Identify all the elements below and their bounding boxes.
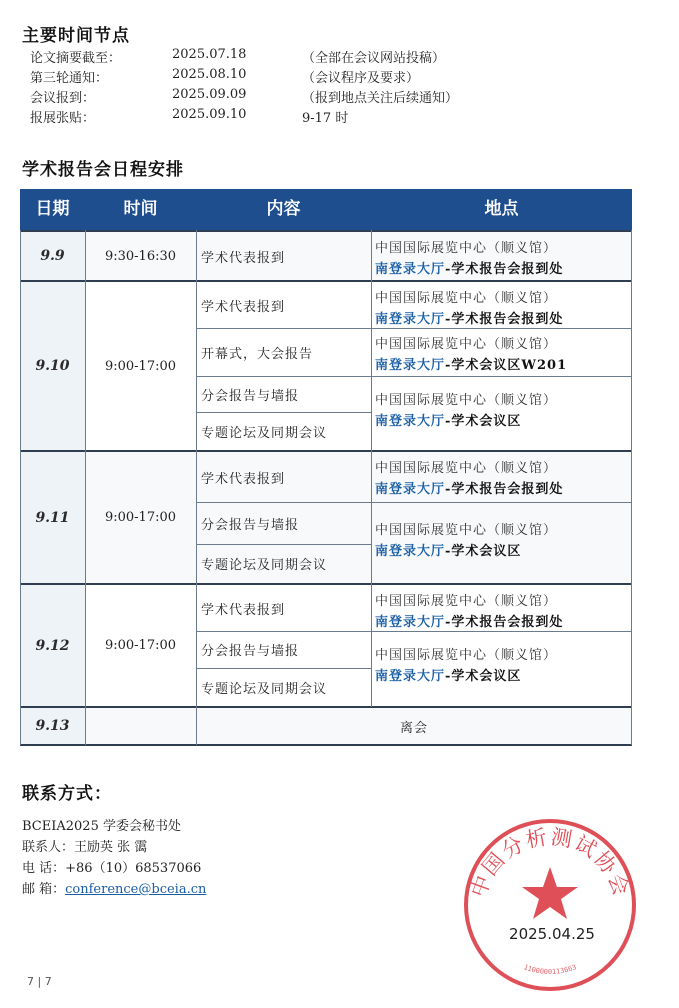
venue-area-label: -学术会议区W201 — [445, 358, 568, 373]
key-date-note: 9-17 时 — [302, 111, 349, 126]
seal-date: 2025.04.25 — [509, 925, 595, 943]
key-date-value: 2025.09.10 — [172, 107, 247, 122]
key-date-value: 2025.07.18 — [172, 47, 247, 62]
venue-name: 中国国际展览中心（顺义馆） — [375, 241, 558, 256]
seal-serial: 1100000113663 — [522, 963, 578, 977]
location-cell — [371, 232, 632, 280]
contact-phone: 电 话：+86（10）68537066 — [22, 861, 202, 876]
page-number: 7 | 7 — [27, 975, 52, 988]
agenda-item: 学术代表报到 — [201, 299, 286, 315]
agenda-item: 分会报告与墙报 — [201, 517, 300, 533]
email-link[interactable]: conference@bceia.cn — [65, 882, 207, 897]
row-divider — [196, 328, 632, 329]
header-time: 时间 — [123, 199, 158, 219]
location-cell — [371, 585, 632, 631]
location-cell — [371, 502, 632, 583]
venue-name: 中国国际展览中心（顺义馆） — [375, 461, 558, 476]
venue-area — [375, 355, 632, 376]
merged-content: 离会 — [399, 720, 428, 736]
venue-area — [375, 541, 632, 562]
email-label: 邮 箱： — [22, 882, 66, 897]
agenda-item: 专题论坛及同期会议 — [201, 681, 328, 697]
key-date-label: 报展张贴： — [30, 111, 96, 126]
day-time: 9:00-17:00 — [104, 358, 177, 374]
seal-star-icon — [522, 867, 578, 919]
location-cell — [371, 452, 632, 502]
agenda-item: 学术代表报到 — [201, 602, 286, 618]
venue-area-label: -学术报告会报到处 — [445, 615, 564, 630]
key-date-value: 2025.09.09 — [172, 87, 247, 102]
row-divider — [196, 502, 632, 503]
day-time: 9:00-17:00 — [104, 510, 177, 525]
venue-area — [375, 411, 632, 432]
key-date-note: （全部在会议网站投稿） — [302, 51, 446, 66]
contact-title: 联系方式： — [22, 784, 112, 804]
header-content: 内容 — [266, 199, 301, 219]
venue-hall: 南登录大厅 — [375, 414, 446, 429]
key-dates-title: 主要时间节点 — [22, 26, 130, 46]
row-divider — [20, 583, 632, 585]
row-divider — [20, 230, 632, 232]
day-date: 9.12 — [20, 585, 85, 706]
col-divider — [631, 230, 632, 745]
row-divider — [196, 412, 371, 413]
venue-hall: 南登录大厅 — [375, 669, 446, 684]
venue-name: 中国国际展览中心（顺义馆） — [375, 291, 558, 306]
row-divider — [20, 744, 632, 746]
location-cell — [371, 376, 632, 450]
venue-name: 中国国际展览中心（顺义馆） — [375, 594, 558, 609]
agenda-item: 分会报告与墙报 — [201, 388, 300, 404]
venue-area-label: -学术会议区 — [445, 669, 522, 684]
key-date-label: 第三轮通知： — [30, 71, 109, 86]
key-date-label: 论文摘要截至： — [30, 51, 122, 66]
venue-area — [375, 479, 632, 500]
col-divider — [85, 230, 86, 745]
contact-email-row — [22, 878, 206, 897]
row-divider — [196, 376, 632, 377]
venue-area — [375, 666, 632, 687]
day-date: 9.11 — [20, 452, 85, 583]
key-date-label: 会议报到： — [30, 91, 96, 106]
venue-hall: 南登录大厅 — [375, 615, 446, 630]
agenda-item: 专题论坛及同期会议 — [201, 558, 328, 573]
key-date-note: （报到地点关注后续通知） — [302, 91, 459, 106]
day-date: 9.9 — [20, 232, 85, 280]
table-header — [20, 189, 632, 230]
schedule-table — [20, 189, 632, 745]
venue-hall: 南登录大厅 — [375, 544, 446, 559]
location-cell — [371, 328, 632, 376]
venue-hall: 南登录大厅 — [375, 482, 446, 497]
row-divider — [196, 631, 632, 632]
agenda-item: 开幕式，大会报告 — [201, 346, 314, 362]
venue-area-label: -学术报告会报到处 — [445, 312, 564, 327]
venue-area-label: -学术报告会报到处 — [445, 262, 564, 277]
col-divider — [371, 230, 372, 707]
venue-hall: 南登录大厅 — [375, 262, 446, 277]
venue-name: 中国国际展览中心（顺义馆） — [375, 337, 558, 352]
row-divider — [20, 280, 632, 282]
schedule-title: 学术报告会日程安排 — [22, 160, 184, 180]
col-divider — [20, 230, 21, 745]
venue-area — [375, 309, 632, 330]
contact-org: BCEIA2025 学委会秘书处 — [22, 819, 181, 834]
row-divider — [20, 706, 632, 708]
day-date: 9.10 — [20, 282, 85, 450]
location-cell — [371, 631, 632, 706]
venue-hall: 南登录大厅 — [375, 358, 446, 373]
venue-area-label: -学术会议区 — [445, 414, 522, 429]
venue-area-label: -学术会议区 — [445, 544, 522, 559]
col-divider — [196, 230, 197, 745]
header-date: 日期 — [35, 199, 70, 219]
day-time — [85, 708, 196, 744]
venue-area — [375, 612, 632, 633]
venue-hall: 南登录大厅 — [375, 312, 446, 327]
day-time: 9:00-17:00 — [104, 638, 177, 653]
row-divider — [20, 450, 632, 452]
agenda-item: 专题论坛及同期会议 — [201, 425, 328, 441]
row-divider — [196, 668, 371, 669]
agenda-item: 学术代表报到 — [201, 471, 286, 487]
row-divider — [196, 544, 371, 545]
day-time: 9:30-16:30 — [104, 248, 177, 264]
day-date: 9.13 — [20, 708, 85, 744]
header-location: 地点 — [484, 199, 519, 219]
venue-name: 中国国际展览中心（顺义馆） — [375, 648, 558, 663]
agenda-item: 学术代表报到 — [201, 250, 286, 266]
key-date-value: 2025.08.10 — [172, 67, 247, 82]
contact-people: 联系人：王励英 张 霭 — [22, 840, 148, 855]
location-cell — [371, 282, 632, 328]
venue-area-label: -学术报告会报到处 — [445, 482, 564, 497]
official-seal — [460, 815, 640, 995]
agenda-item: 分会报告与墙报 — [201, 644, 300, 659]
venue-name: 中国国际展览中心（顺义馆） — [375, 523, 558, 538]
venue-area — [375, 259, 632, 280]
key-date-note: （会议程序及要求） — [302, 71, 420, 86]
venue-name: 中国国际展览中心（顺义馆） — [375, 393, 558, 408]
seal-text: 中国分析测试协会 — [466, 824, 634, 901]
